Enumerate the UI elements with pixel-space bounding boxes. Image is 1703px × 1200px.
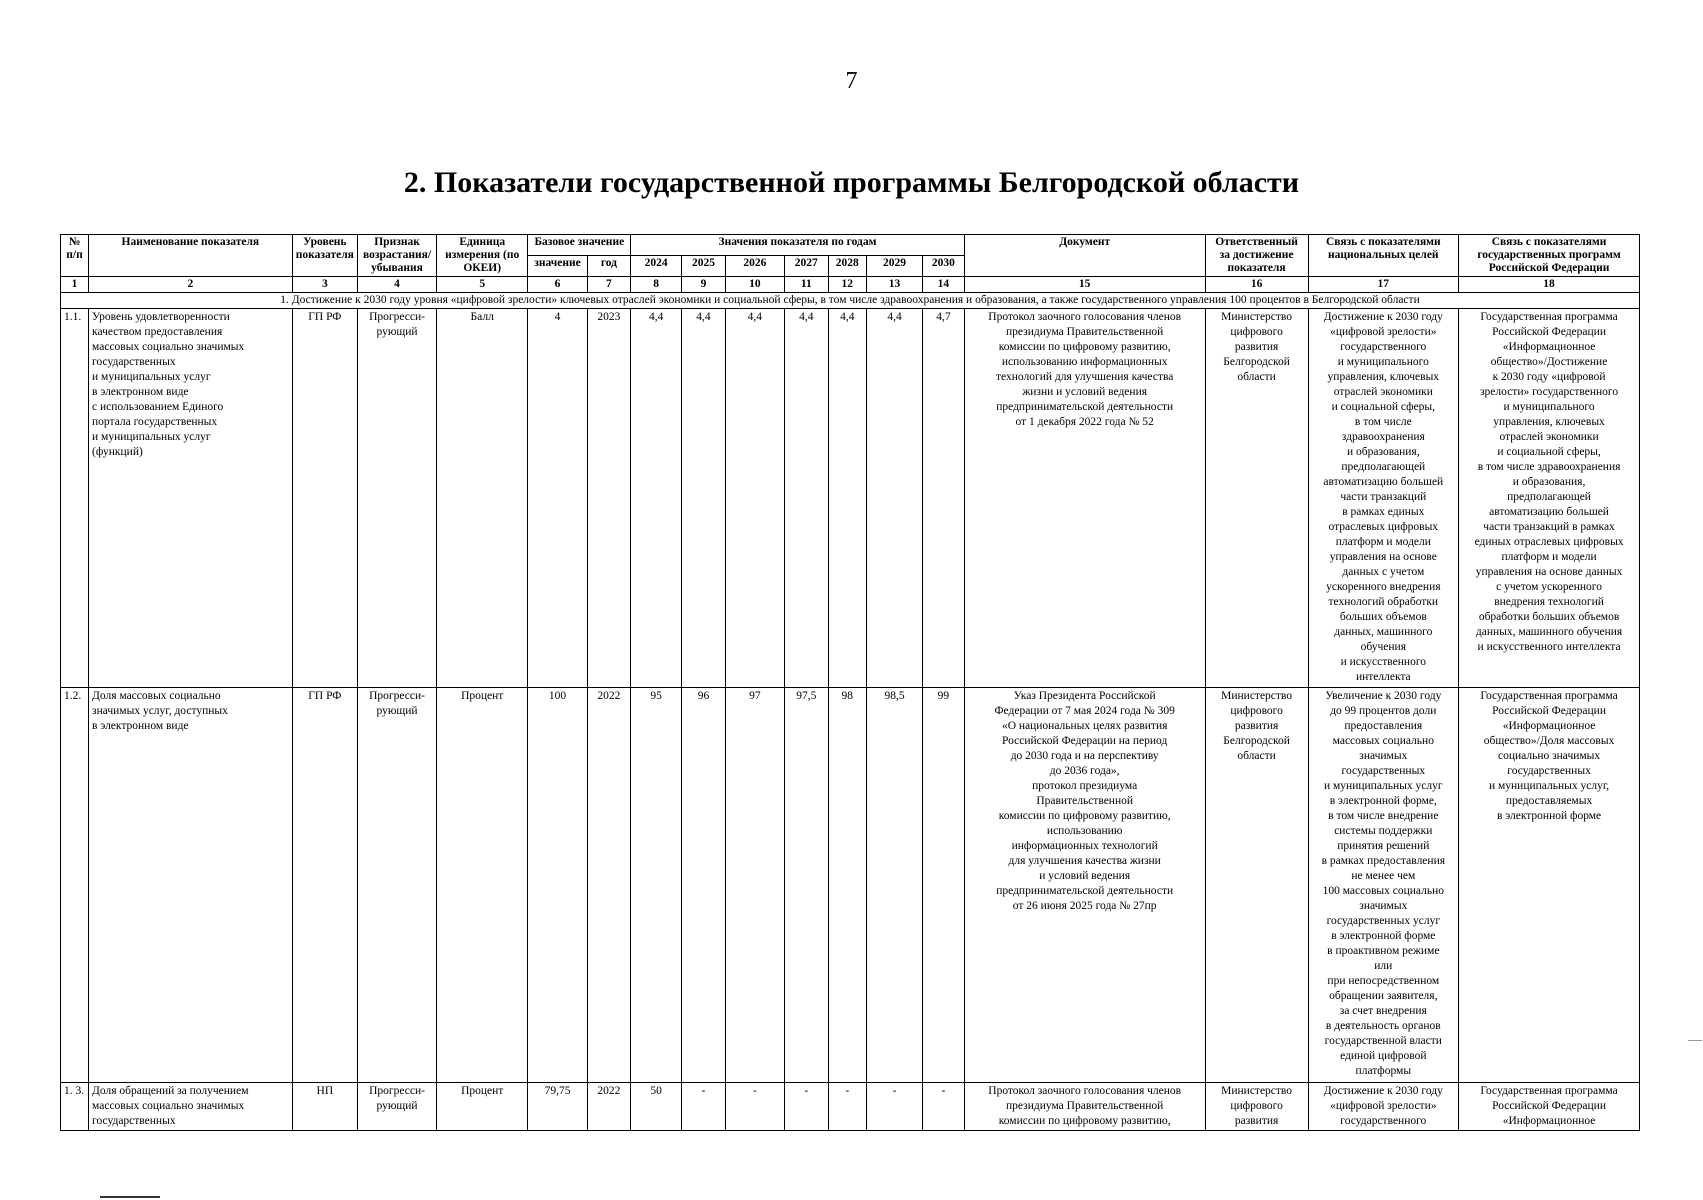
value-2028: 98 (828, 688, 866, 1083)
value-2026: 4,4 (725, 309, 784, 688)
value-2025: 96 (682, 688, 726, 1083)
indicators-table (60, 234, 1640, 1131)
value-2029: 98,5 (867, 688, 923, 1083)
table-row (61, 309, 1640, 688)
responsible-cell: Министерство цифрового развития Белгородской области (1205, 309, 1308, 688)
header-year-2026: 2026 (725, 256, 784, 277)
indicator-trend: Прогресси- рующий (358, 1083, 437, 1131)
value-2027: 97,5 (784, 688, 828, 1083)
value-2024: 95 (631, 688, 682, 1083)
column-number: 5 (437, 277, 528, 293)
column-number: 4 (358, 277, 437, 293)
header-national-goals: Связь с показателями национальных целей (1308, 235, 1459, 277)
header-year-2025: 2025 (682, 256, 726, 277)
page-number: 7 (845, 68, 858, 94)
header-responsible: Ответственный за достижение показателя (1205, 235, 1308, 277)
page-edge-mark (100, 1196, 160, 1198)
header-years-group: Значения показателя по годам (631, 235, 964, 256)
header-base-value: значение (528, 256, 587, 277)
section-title: 1. Достижение к 2030 году уровня «цифровой зрелости» ключевых отраслей экономики и социальной сферы, в том числе здравоохранения и образования, а также государственного управления 100 процентов в Белгородской области (61, 293, 1640, 309)
national-goal-cell: Достижение к 2030 году «цифровой зрелости» государственного (1308, 1083, 1459, 1131)
responsible-cell: Министерство цифрового развития (1205, 1083, 1308, 1131)
national-goal-cell: Достижение к 2030 году «цифровой зрелости» государственного и муниципального управления, ключевых отраслей экономики и социальной сферы, в том числе здравоохранения и образования, предполагающей автоматизацию большей части транзакций в рамках единых отраслевых цифровых платформ и модели управления на основе данных с учетом ускоренного внедрения технологий обработки больших объемов данных, машинного обучения и искусственного интеллекта (1308, 309, 1459, 688)
indicator-trend: Прогресси- рующий (358, 309, 437, 688)
value-2030: - (923, 1083, 965, 1131)
header-trend: Признак возрастания/ убывания (358, 235, 437, 277)
section-row (61, 293, 1640, 309)
column-number: 7 (587, 277, 631, 293)
column-number-row (61, 277, 1640, 293)
value-2025: - (682, 1083, 726, 1131)
header-num: № п/п (61, 235, 89, 277)
document-cell: Протокол заочного голосования членов президиума Правительственной комиссии по цифровому развитию, использованию информационных технологий для улучшения качества жизни и условий ведения предпринимательской деятельности от 1 декабря 2022 года № 52 (964, 309, 1205, 688)
base-value: 4 (528, 309, 587, 688)
column-number: 14 (923, 277, 965, 293)
row-num: 1.2. (61, 688, 89, 1083)
indicator-name: Уровень удовлетворенности качеством предоставления массовых социально значимых государственных и муниципальных услуг в электронном виде с использованием Единого портала государственных и муниципальных услуг (функций) (89, 309, 293, 688)
header-year-2027: 2027 (784, 256, 828, 277)
column-number: 10 (725, 277, 784, 293)
header-rf-programs: Связь с показателями государственных программ Российской Федерации (1459, 235, 1640, 277)
base-year: 2023 (587, 309, 631, 688)
column-number: 9 (682, 277, 726, 293)
column-number: 11 (784, 277, 828, 293)
document-cell: Указ Президента Российской Федерации от 7 мая 2024 года № 309 «О национальных целях развития Российской Федерации на период до 2030 года и на перспективу до 2036 года», протокол президиума Правительственной комиссии по цифровому развитию, использованию информационных технологий для улучшения качества жизни и условий ведения предпринимательской деятельности от 26 июня 2025 года № 27пр (964, 688, 1205, 1083)
document-cell: Протокол заочного голосования членов президиума Правительственной комиссии по цифровому развитию, (964, 1083, 1205, 1131)
header-base: Базовое значение (528, 235, 631, 256)
row-num: 1. 3. (61, 1083, 89, 1131)
header-document: Документ (964, 235, 1205, 277)
indicator-unit: Балл (437, 309, 528, 688)
value-2025: 4,4 (682, 309, 726, 688)
header-year-2024: 2024 (631, 256, 682, 277)
value-2027: - (784, 1083, 828, 1131)
column-number: 15 (964, 277, 1205, 293)
base-year: 2022 (587, 1083, 631, 1131)
header-year-2028: 2028 (828, 256, 866, 277)
value-2030: 4,7 (923, 309, 965, 688)
column-number: 6 (528, 277, 587, 293)
base-value: 100 (528, 688, 587, 1083)
header-name: Наименование показателя (89, 235, 293, 277)
column-number: 18 (1459, 277, 1640, 293)
column-number: 17 (1308, 277, 1459, 293)
indicator-trend: Прогресси- рующий (358, 688, 437, 1083)
page-title: 2. Показатели государственной программы Белгородской области (403, 166, 1300, 199)
column-number: 12 (828, 277, 866, 293)
column-number: 1 (61, 277, 89, 293)
table-row (61, 1083, 1640, 1131)
value-2029: 4,4 (867, 309, 923, 688)
base-value: 79,75 (528, 1083, 587, 1131)
indicator-unit: Процент (437, 688, 528, 1083)
indicator-level: ГП РФ (292, 688, 357, 1083)
value-2026: 97 (725, 688, 784, 1083)
base-year: 2022 (587, 688, 631, 1083)
rf-program-cell: Государственная программа Российской Федерации «Информационное (1459, 1083, 1640, 1131)
scan-edge-mark (1688, 1040, 1702, 1041)
value-2024: 4,4 (631, 309, 682, 688)
header-base-year: год (587, 256, 631, 277)
value-2029: - (867, 1083, 923, 1131)
header-level: Уровень показателя (292, 235, 357, 277)
header-row-1 (61, 235, 1640, 256)
value-2028: 4,4 (828, 309, 866, 688)
value-2030: 99 (923, 688, 965, 1083)
value-2026: - (725, 1083, 784, 1131)
header-year-2029: 2029 (867, 256, 923, 277)
row-num: 1.1. (61, 309, 89, 688)
column-number: 13 (867, 277, 923, 293)
national-goal-cell: Увеличение к 2030 году до 99 процентов доли предоставления массовых социально значимых государственных и муниципальных услуг в электронной форме, в том числе внедрение системы поддержки принятия решений в рамках предоставления не менее чем 100 массовых социально значимых государственных услуг в электронной форме в проактивном режиме или при непосредственном обращении заявителя, за счет внедрения в деятельность органов государственной власти единой цифровой платформы (1308, 688, 1459, 1083)
value-2028: - (828, 1083, 866, 1131)
indicator-level: НП (292, 1083, 357, 1131)
header-year-2030: 2030 (923, 256, 965, 277)
column-number: 8 (631, 277, 682, 293)
table-row (61, 688, 1640, 1083)
rf-program-cell: Государственная программа Российской Федерации «Информационное общество»/Доля массовых социально значимых государственных и муниципальных услуг, предоставляемых в электронной форме (1459, 688, 1640, 1083)
rf-program-cell: Государственная программа Российской Федерации «Информационное общество»/Достижение к 2030 году «цифровой зрелости» государственного и муниципального управления, ключевых отраслей экономики и социальной сферы, в том числе здравоохранения и образования, предполагающей автоматизацию большей части транзакций в рамках единых отраслевых цифровых платформ и модели управления на основе данных с учетом ускоренного внедрения технологий обработки больших объемов данных, машинного обучения и искусственного интеллекта (1459, 309, 1640, 688)
header-unit: Единица измерения (по ОКЕИ) (437, 235, 528, 277)
value-2027: 4,4 (784, 309, 828, 688)
column-number: 2 (89, 277, 293, 293)
indicator-level: ГП РФ (292, 309, 357, 688)
indicator-unit: Процент (437, 1083, 528, 1131)
column-number: 3 (292, 277, 357, 293)
indicator-name: Доля обращений за получением массовых социально значимых государственных (89, 1083, 293, 1131)
column-number: 16 (1205, 277, 1308, 293)
indicator-name: Доля массовых социально значимых услуг, доступных в электронном виде (89, 688, 293, 1083)
value-2024: 50 (631, 1083, 682, 1131)
responsible-cell: Министерство цифрового развития Белгородской области (1205, 688, 1308, 1083)
